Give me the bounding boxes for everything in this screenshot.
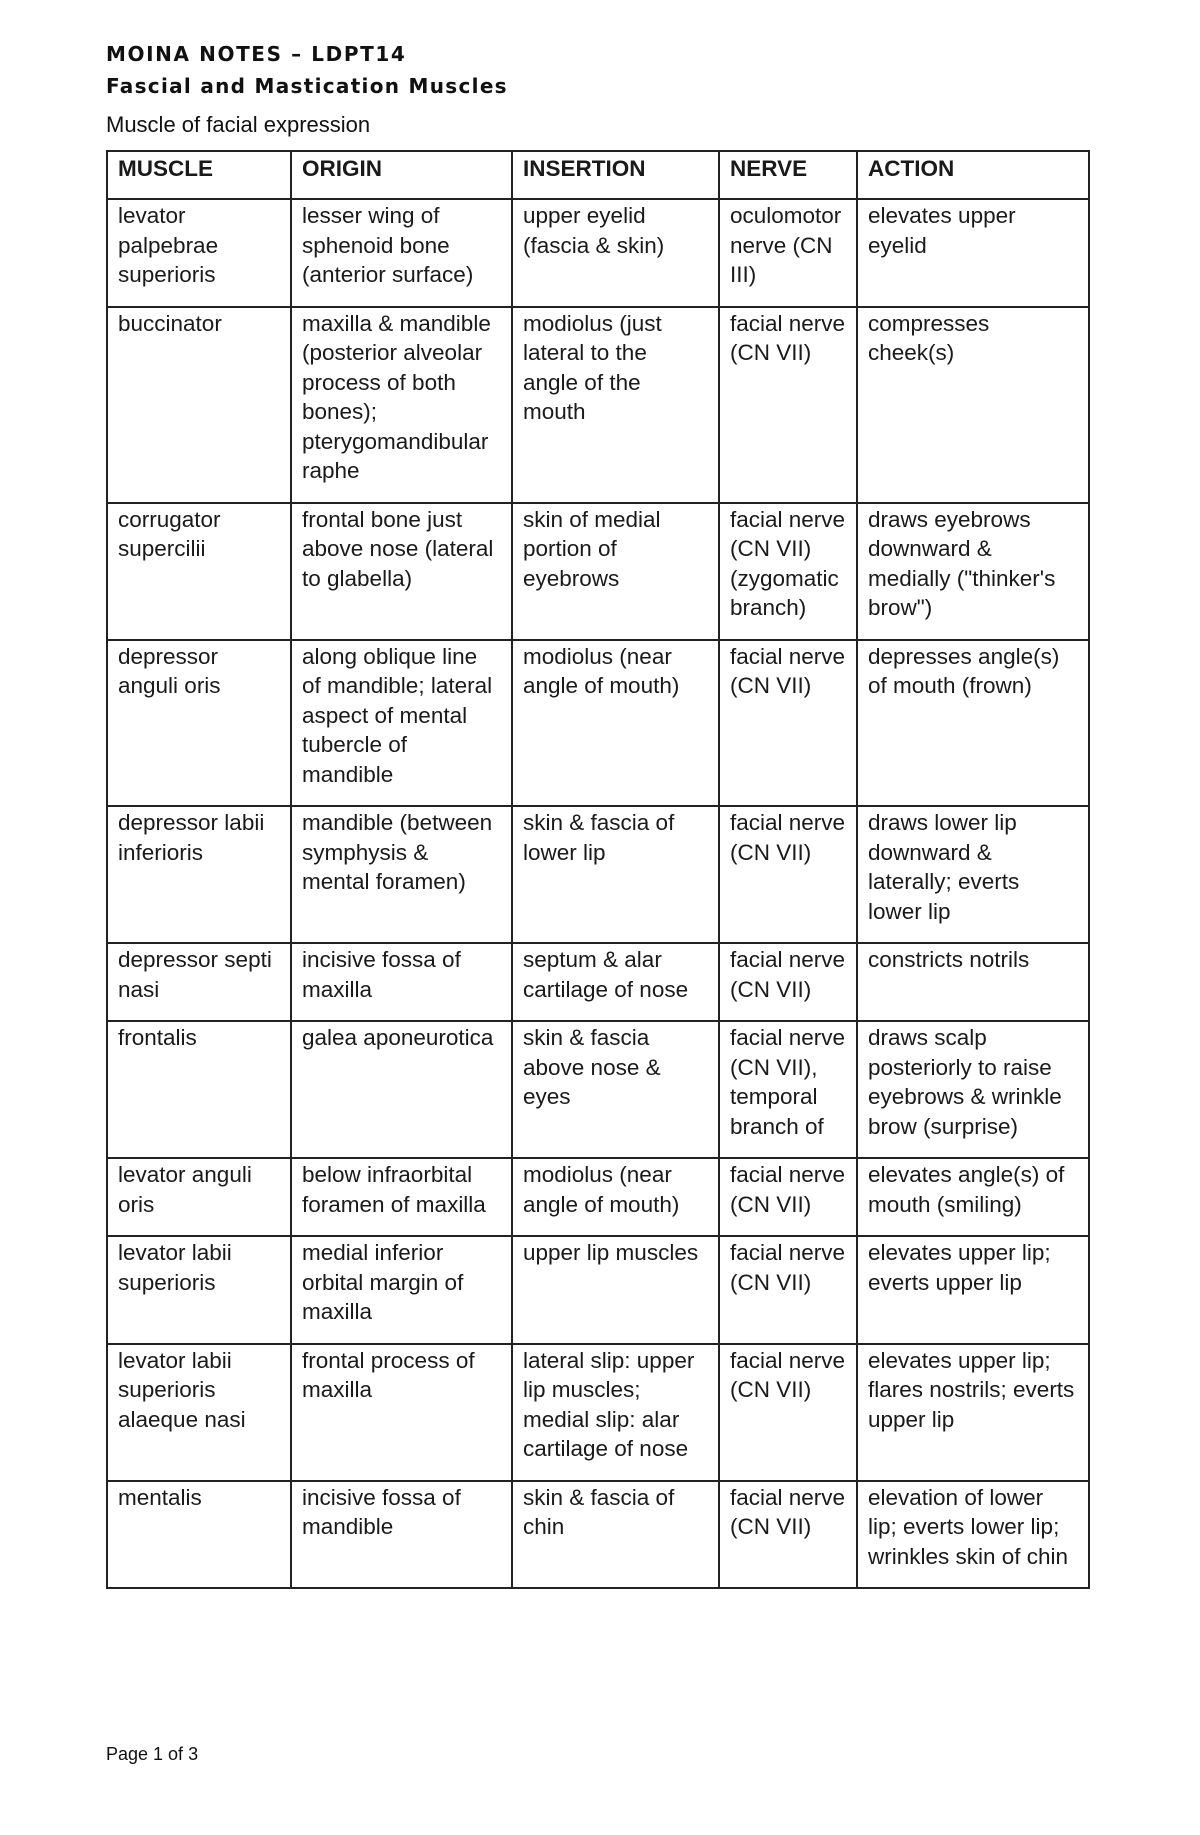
- section-title: Muscle of facial expression: [106, 112, 371, 137]
- cell-insertion: lateral slip: upper lip muscles; medial slip: alar cartilage of nose: [512, 1344, 719, 1481]
- cell-nerve: facial nerve (CN VII): [719, 307, 857, 503]
- cell-action: compresses cheek(s): [857, 307, 1089, 503]
- column-header-insertion: INSERTION: [512, 151, 719, 199]
- cell-action: depresses angle(s) of mouth (frown): [857, 640, 1089, 807]
- cell-origin: frontal process of maxilla: [291, 1344, 512, 1481]
- table-row: [107, 640, 1089, 807]
- cell-action: elevates upper eyelid: [857, 199, 1089, 307]
- cell-muscle: depressor anguli oris: [107, 640, 291, 807]
- cell-muscle: levator labii superioris: [107, 1236, 291, 1344]
- cell-insertion: upper eyelid (fascia & skin): [512, 199, 719, 307]
- document-header: [106, 38, 508, 140]
- table-header-row: [107, 151, 1089, 199]
- column-header-origin: ORIGIN: [291, 151, 512, 199]
- cell-insertion: skin & fascia above nose & eyes: [512, 1021, 719, 1158]
- cell-nerve: facial nerve (CN VII): [719, 1158, 857, 1236]
- cell-muscle: depressor septi nasi: [107, 943, 291, 1021]
- cell-muscle: levator anguli oris: [107, 1158, 291, 1236]
- table-row: [107, 943, 1089, 1021]
- cell-insertion: upper lip muscles: [512, 1236, 719, 1344]
- cell-action: draws lower lip downward & laterally; everts lower lip: [857, 806, 1089, 943]
- cell-action: elevates angle(s) of mouth (smiling): [857, 1158, 1089, 1236]
- cell-nerve: facial nerve (CN VII): [719, 640, 857, 807]
- cell-nerve: facial nerve (CN VII): [719, 1481, 857, 1589]
- cell-nerve: facial nerve (CN VII): [719, 1236, 857, 1344]
- cell-muscle: buccinator: [107, 307, 291, 503]
- cell-insertion: skin of medial portion of eyebrows: [512, 503, 719, 640]
- cell-origin: frontal bone just above nose (lateral to glabella): [291, 503, 512, 640]
- cell-insertion: modiolus (near angle of mouth): [512, 640, 719, 807]
- cell-action: draws eyebrows downward & medially ("thinker's brow"): [857, 503, 1089, 640]
- cell-action: elevation of lower lip; everts lower lip; wrinkles skin of chin: [857, 1481, 1089, 1589]
- cell-muscle: levator labii superioris alaeque nasi: [107, 1344, 291, 1481]
- page-number: Page 1 of 3: [106, 1744, 199, 1764]
- cell-action: elevates upper lip; everts upper lip: [857, 1236, 1089, 1344]
- cell-origin: along oblique line of mandible; lateral aspect of mental tubercle of mandible: [291, 640, 512, 807]
- table-row: [107, 1481, 1089, 1589]
- cell-insertion: skin & fascia of chin: [512, 1481, 719, 1589]
- table-row: [107, 307, 1089, 503]
- cell-origin: below infraorbital foramen of maxilla: [291, 1158, 512, 1236]
- cell-muscle: frontalis: [107, 1021, 291, 1158]
- cell-insertion: skin & fascia of lower lip: [512, 806, 719, 943]
- cell-insertion: septum & alar cartilage of nose: [512, 943, 719, 1021]
- cell-origin: galea aponeurotica: [291, 1021, 512, 1158]
- cell-origin: medial inferior orbital margin of maxilla: [291, 1236, 512, 1344]
- cell-origin: maxilla & mandible (posterior alveolar process of both bones); pterygomandibular raphe: [291, 307, 512, 503]
- cell-origin: incisive fossa of maxilla: [291, 943, 512, 1021]
- cell-nerve: facial nerve (CN VII): [719, 943, 857, 1021]
- cell-action: constricts notrils: [857, 943, 1089, 1021]
- table-row: [107, 503, 1089, 640]
- column-header-nerve: NERVE: [719, 151, 857, 199]
- cell-nerve: facial nerve (CN VII): [719, 1344, 857, 1481]
- cell-muscle: corrugator supercilii: [107, 503, 291, 640]
- cell-nerve: oculomotor nerve (CN III): [719, 199, 857, 307]
- cell-insertion: modiolus (just lateral to the angle of the mouth: [512, 307, 719, 503]
- document-title: MOINA NOTES – LDPT14: [106, 42, 407, 66]
- cell-origin: mandible (between symphysis & mental foramen): [291, 806, 512, 943]
- table-row: [107, 1158, 1089, 1236]
- cell-muscle: levator palpebrae superioris: [107, 199, 291, 307]
- table-row: [107, 199, 1089, 307]
- cell-action: draws scalp posteriorly to raise eyebrows & wrinkle brow (surprise): [857, 1021, 1089, 1158]
- cell-nerve: facial nerve (CN VII) (zygomatic branch): [719, 503, 857, 640]
- column-header-muscle: MUSCLE: [107, 151, 291, 199]
- cell-insertion: modiolus (near angle of mouth): [512, 1158, 719, 1236]
- document-subtitle: Fascial and Mastication Muscles: [106, 74, 508, 98]
- cell-action: elevates upper lip; flares nostrils; everts upper lip: [857, 1344, 1089, 1481]
- cell-origin: lesser wing of sphenoid bone (anterior surface): [291, 199, 512, 307]
- cell-origin: incisive fossa of mandible: [291, 1481, 512, 1589]
- table-row: [107, 1021, 1089, 1158]
- table-row: [107, 1236, 1089, 1344]
- muscle-table: [106, 150, 1090, 1589]
- cell-muscle: depressor labii inferioris: [107, 806, 291, 943]
- cell-nerve: facial nerve (CN VII): [719, 806, 857, 943]
- cell-muscle: mentalis: [107, 1481, 291, 1589]
- cell-nerve: facial nerve (CN VII), temporal branch of: [719, 1021, 857, 1158]
- column-header-action: ACTION: [857, 151, 1089, 199]
- table-row: [107, 806, 1089, 943]
- table-row: [107, 1344, 1089, 1481]
